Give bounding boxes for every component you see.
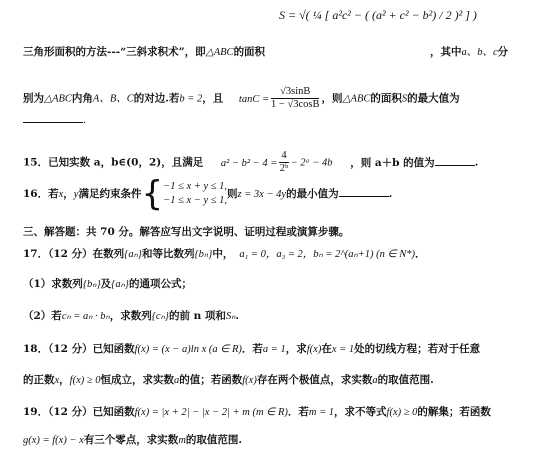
q17-p2c: 的前 n 项和 [168, 310, 226, 322]
q18-tail: 处的切线方程；若对于任意 [354, 343, 481, 355]
q15-frac-den: 2ᵇ [279, 163, 289, 174]
q19-mid1: ．若 [287, 406, 309, 418]
q18-l2b: ， [59, 374, 70, 386]
q19-mid2: ，求不等式 [334, 406, 387, 418]
q17-end: ． [415, 248, 426, 260]
q14-l2g: 的最大值为 [407, 92, 460, 105]
q19-fx: f(x) = |x + 2| − |x − 2| + m (m ∈ R) [134, 407, 288, 418]
q19-ineq: f(x) ≥ 0 [386, 407, 418, 418]
q18-fx2: f(x) [306, 344, 322, 355]
q17-mid: 中， [212, 248, 234, 260]
q16-brace: { [141, 174, 164, 214]
q15-eq-rhs: − 2ᵃ − 4b [290, 157, 333, 169]
q16-y: y [73, 189, 79, 200]
q18-l2e: 存在两个极值点，求实数 [256, 374, 373, 386]
q16-label: 16．若 [23, 188, 59, 200]
q14-answer-blank [23, 113, 83, 123]
q17-an: {aₙ} [124, 249, 142, 260]
q17-p2d: . [235, 310, 240, 322]
q17-head: 17．（12 分）在数列 [23, 248, 125, 260]
q15-tail: ，则 a＋b 的值为 [350, 156, 435, 169]
q14-intro-tri: △ABC [205, 47, 234, 58]
q19-m: m [178, 435, 186, 446]
q18-mid3: 在 [321, 343, 332, 355]
q18-l2a: 的正数 [23, 374, 55, 386]
q14-l2-cond: b = 2 [179, 93, 203, 105]
q14-l2e: ，则 [321, 92, 343, 105]
q14-vars: a、b、c [461, 47, 498, 58]
q14-tan-frac [271, 86, 319, 111]
q18-l2-ineq: f(x) ≥ 0 [69, 375, 101, 386]
q18-line1 [23, 341, 480, 356]
q15-line [23, 150, 478, 175]
q18-mid1: ．若 [241, 343, 263, 355]
q17-and: 和等比数列 [141, 248, 195, 260]
q14-line2 [23, 86, 460, 111]
q19-gx: g(x) = f(x) − x [23, 435, 84, 446]
q14-tail1: ，其中 [430, 46, 462, 58]
q14-tan-den: 1 − √3cosB [271, 99, 320, 110]
q18-l2c: 恒成立，求实数 [100, 374, 175, 386]
section3-heading: 三、解答题：共 70 分。解答应写出文字说明、证明过程或演算步骤。 [23, 226, 350, 238]
q14-intro: 三角形面积的方法---“三斜求积术”，即 [23, 46, 206, 58]
q18-a1: a = 1 [262, 344, 286, 355]
q14-l2-tri2: △ABC [342, 93, 371, 105]
q16-c1: −1 ≤ x + y ≤ 1, [163, 181, 228, 192]
q16-mid: 满足约束条件 [78, 188, 142, 200]
q18-x1: x = 1 [331, 344, 355, 355]
q14-intro-mid: 的面积 [233, 46, 266, 58]
q16-comma: ， [63, 188, 74, 200]
q14-l2b: 内角 [71, 92, 93, 105]
q14-tan-num: √3sinB [271, 86, 319, 99]
q14-end: . [83, 114, 87, 126]
q17-p2a: （2）若 [23, 310, 62, 322]
q15-eq-lhs: a² − b² − 4 = [220, 157, 278, 169]
q14-tan-lhs: tanC = [238, 93, 270, 105]
q14-line1-tail [430, 44, 508, 59]
q14-l2d: ，且 [202, 92, 224, 105]
q15-text: 15．已知实数 a，b∈(0，2)，且满足 [23, 156, 204, 169]
q18-l2d: 的值；若函数 [179, 374, 243, 386]
q19-l2: 有三个零点，求实数 [83, 434, 179, 446]
q16-constraints [163, 180, 227, 208]
q19-line2 [23, 432, 242, 447]
q14-l2-S: S [401, 93, 408, 105]
q18-fx: f(x) = (x − a)ln x (a ∈ R) [134, 344, 242, 355]
q14-formula: S = √( ¼ [ a²c² − ( (a² + c² − b²) / 2 )² ] ) [279, 8, 477, 22]
q15-frac-num: 4 [281, 150, 287, 161]
q19-head: 19．（12 分）已知函数 [23, 406, 135, 418]
q16-end: . [388, 188, 393, 200]
q15-end: . [474, 156, 479, 169]
q18-l2-a2: a [174, 375, 180, 386]
q17-p1a: （1）求数列 [23, 278, 83, 290]
q16-c2: −1 ≤ x − y ≤ 1, [163, 195, 228, 206]
q18-l2-a3: a [372, 375, 378, 386]
q14-l2-angles: A、B、C [92, 93, 134, 105]
q14-tail2: 分 [497, 46, 509, 58]
q17-p1-and: 及 [100, 278, 112, 290]
q14-line1 [23, 44, 265, 59]
q17-p2-cseq: {cₙ} [151, 311, 169, 322]
q16-tail: 的最小值为 [286, 188, 339, 200]
q16-line [23, 174, 393, 214]
q14-l2f: 的面积 [370, 92, 402, 105]
q18-head: 18．（12 分）已知函数 [23, 343, 135, 355]
q14-formula-row [279, 8, 477, 23]
q17-bn: {bₙ} [194, 249, 213, 260]
q18-l2-x: x [54, 375, 60, 386]
q14-l2a: 别为 [23, 92, 44, 105]
q17-part1 [23, 276, 192, 291]
q19-m1: m = 1 [308, 407, 335, 418]
q17-line1 [23, 246, 426, 261]
q17-p2-Sn: Sₙ [225, 311, 236, 322]
q18-l2f: 的取值范围. [377, 374, 434, 386]
q17-p2-cn: cₙ = aₙ · bₙ [61, 311, 110, 322]
q16-then: 则 [227, 188, 238, 200]
q17-part2 [23, 308, 239, 323]
q15-answer-blank [435, 156, 475, 166]
q16-x: x [58, 189, 64, 200]
q16-answer-blank [339, 187, 389, 197]
q19-tail: 的解集；若函数 [417, 406, 491, 418]
q15-frac [279, 150, 288, 175]
q17-p1-bn: {bₙ} [82, 279, 101, 290]
q19-line1 [23, 404, 491, 419]
q17-p2b: ，求数列 [109, 310, 152, 322]
q18-mid2: ，求 [285, 343, 307, 355]
q14-l2-tri: △ABC [44, 93, 72, 105]
q14-l2c: 的对边.若 [133, 92, 180, 105]
q18-l2-fx: f(x) [242, 375, 257, 386]
q17-p1-an: {aₙ} [111, 279, 129, 290]
q19-l2-end: 的取值范围. [185, 434, 243, 446]
q17-p1b: 的通项公式； [129, 278, 192, 290]
q14-line3 [23, 113, 86, 126]
q16-z: z = 3x − 4y [237, 189, 287, 200]
q18-line2 [23, 372, 434, 387]
q17-cond: a₁ = 0，a₃ = 2，bₙ = 2^(aₙ+1) (n ∈ N*) [239, 249, 416, 260]
